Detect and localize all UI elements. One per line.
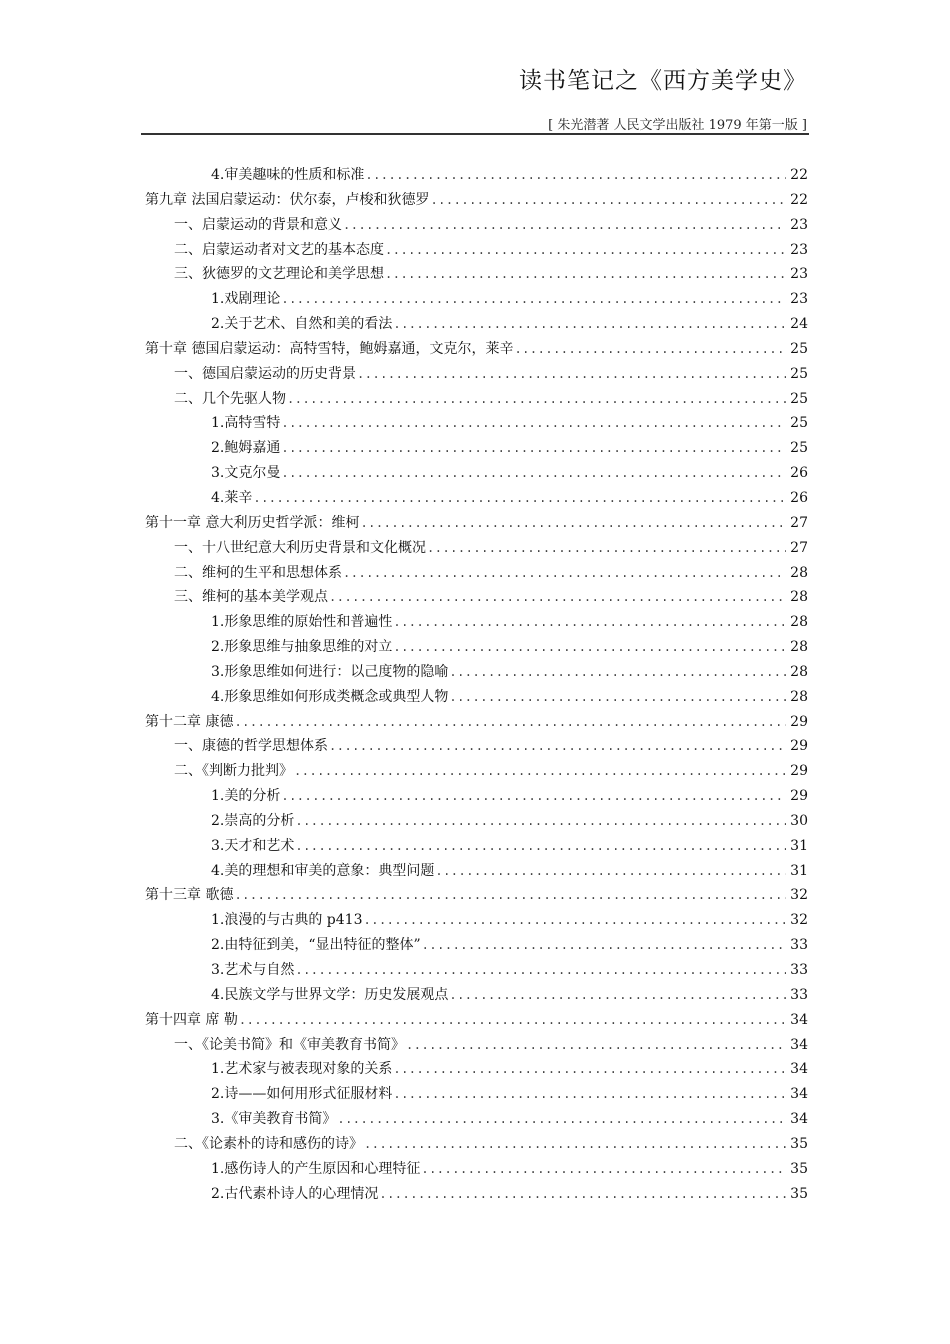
toc-subsection-entry [145, 908, 808, 933]
toc-page-number: 33 [790, 962, 808, 978]
toc-page-number: 34 [790, 1011, 808, 1028]
toc-entry-title: 1.高特雪特 [211, 415, 281, 432]
toc-page-number: 34 [790, 1086, 808, 1103]
toc-subsection-entry [145, 635, 808, 660]
toc-dot-leader [281, 784, 786, 809]
toc-chapter-entry [145, 1008, 808, 1033]
toc-dot-leader [281, 436, 786, 461]
toc-page-number: 34 [790, 1036, 808, 1053]
toc-entry-title: 1.感伤诗人的产生原因和心理特征 [211, 1160, 421, 1177]
toc-entry-title: 3.《审美教育书简》 [211, 1111, 337, 1128]
toc-chapter-entry [145, 710, 808, 735]
toc-dot-leader [422, 933, 786, 958]
toc-entry-title: 4.审美趣味的性质和标准 [211, 167, 365, 183]
toc-subsection-entry [145, 834, 808, 859]
toc-dot-leader [449, 660, 786, 685]
toc-page-number: 28 [790, 639, 808, 656]
toc-page-number: 29 [790, 788, 808, 805]
toc-section-entry [145, 213, 808, 238]
toc-entry-title: 2.由特征到美，“显出特征的整体” [211, 937, 421, 954]
toc-dot-leader [427, 536, 786, 561]
toc-entry-title: 第九章 法国启蒙运动：伏尔泰，卢梭和狄德罗 [145, 191, 430, 208]
toc-page-number: 22 [790, 191, 808, 208]
toc-entry-title: 三、狄德罗的文艺理论和美学思想 [174, 266, 384, 283]
toc-subsection-entry [145, 1057, 808, 1082]
toc-entry-title: 1.形象思维的原始性和普遍性 [211, 614, 393, 631]
toc-chapter-entry [145, 188, 808, 213]
toc-page-number: 23 [790, 266, 808, 283]
toc-section-entry [145, 1033, 808, 1058]
toc-entry-title: 二、《论素朴的诗和感伤的诗》 [174, 1135, 363, 1152]
toc-subsection-entry [145, 685, 808, 710]
toc-section-entry [145, 759, 808, 784]
toc-page-number: 25 [790, 415, 808, 432]
toc-dot-leader [393, 312, 786, 337]
toc-entry-title: 第十三章 歌德 [145, 887, 234, 904]
table-of-contents [145, 163, 808, 1206]
toc-page-number: 28 [790, 614, 808, 631]
toc-entry-title: 3.形象思维如何进行：以己度物的隐喻 [211, 663, 449, 680]
toc-subsection-entry [145, 983, 808, 1008]
toc-subsection-entry [145, 958, 808, 983]
toc-page-number: 25 [790, 440, 808, 457]
toc-entry-title: 2.诗——如何用形式征服材料 [211, 1086, 393, 1103]
toc-entry-title: 一、康德的哲学思想体系 [174, 738, 328, 755]
toc-dot-leader [281, 411, 786, 436]
toc-dot-leader [364, 1132, 786, 1157]
toc-dot-leader [393, 1082, 786, 1107]
toc-page-number: 28 [790, 589, 808, 606]
toc-dot-leader [421, 1157, 786, 1182]
header-rule [141, 133, 809, 135]
toc-dot-leader [449, 685, 786, 710]
toc-dot-leader [295, 834, 786, 859]
toc-entry-title: 4.形象思维如何形成类概念或典型人物 [211, 688, 449, 705]
toc-entry-title: 4.美的理想和审美的意象：典型问题 [211, 862, 435, 879]
toc-entry-title: 4.莱辛 [211, 489, 253, 506]
toc-section-entry [145, 734, 808, 759]
toc-dot-leader [343, 213, 786, 238]
toc-entry-title: 1.浪漫的与古典的 p413 [211, 912, 363, 929]
toc-page-number: 31 [790, 862, 808, 879]
toc-page-number: 32 [790, 887, 808, 904]
toc-subsection-entry [145, 312, 808, 337]
toc-subsection-entry [145, 610, 808, 635]
toc-dot-leader [287, 387, 786, 412]
document-subtitle: [ 朱光潜著 人民文学出版社 1979 年第一版 ] [548, 118, 807, 133]
toc-section-entry [145, 585, 808, 610]
toc-dot-leader [295, 809, 786, 834]
toc-entry-title: 第十一章 意大利历史哲学派：维柯 [145, 514, 360, 531]
toc-dot-leader [295, 958, 786, 983]
toc-dot-leader [239, 1008, 786, 1033]
toc-page-number: 35 [790, 1185, 808, 1202]
toc-entry-title: 1.戏剧理论 [211, 291, 281, 308]
toc-dot-leader [360, 511, 786, 536]
toc-entry-title: 1.美的分析 [211, 788, 281, 805]
toc-dot-leader [357, 362, 786, 387]
toc-dot-leader [365, 163, 786, 188]
toc-subsection-entry [145, 1107, 808, 1132]
toc-dot-leader [337, 1107, 786, 1132]
toc-entry-title: 一、启蒙运动的背景和意义 [174, 216, 342, 233]
toc-subsection-entry [145, 287, 808, 312]
toc-entry-title: 1.艺术家与被表现对象的关系 [211, 1061, 393, 1078]
toc-subsection-entry [145, 411, 808, 436]
toc-dot-leader [393, 610, 786, 635]
toc-page-number: 29 [790, 763, 808, 780]
toc-page-number: 22 [790, 167, 808, 183]
toc-entry-title: 一、德国启蒙运动的历史背景 [174, 365, 356, 382]
toc-subsection-entry [145, 486, 808, 511]
toc-page-number: 27 [790, 514, 808, 531]
toc-entry-title: 2.古代素朴诗人的心理情况 [211, 1185, 379, 1202]
toc-page-number: 29 [790, 713, 808, 730]
toc-entry-title: 2.形象思维与抽象思维的对立 [211, 639, 393, 656]
toc-dot-leader [234, 710, 786, 735]
toc-subsection-entry [145, 933, 808, 958]
toc-dot-leader [393, 635, 786, 660]
toc-entry-title: 二、《判断力批判》 [174, 763, 293, 780]
toc-page-number: 32 [790, 912, 808, 929]
toc-page-number: 23 [790, 291, 808, 308]
toc-dot-leader [329, 734, 786, 759]
toc-dot-leader [385, 238, 786, 263]
toc-entry-title: 2.鲍姆嘉通 [211, 440, 281, 457]
toc-dot-leader [514, 337, 786, 362]
toc-page-number: 35 [790, 1135, 808, 1152]
toc-dot-leader [329, 585, 786, 610]
toc-page-number: 26 [790, 489, 808, 506]
toc-page-number: 30 [790, 812, 808, 829]
toc-entry-title: 一、《论美书简》和《审美教育书简》 [174, 1036, 405, 1053]
toc-page-number: 31 [790, 837, 808, 854]
toc-page-number: 29 [790, 738, 808, 755]
toc-dot-leader [393, 1057, 786, 1082]
toc-section-entry [145, 362, 808, 387]
toc-subsection-entry [145, 1082, 808, 1107]
toc-page-number: 28 [790, 663, 808, 680]
toc-entry-title: 一、十八世纪意大利历史背景和文化概况 [174, 539, 426, 556]
toc-page-number: 25 [790, 390, 808, 407]
toc-page-number: 23 [790, 216, 808, 233]
document-title: 读书笔记之《西方美学史》 [519, 68, 807, 94]
toc-page-number: 35 [790, 1160, 808, 1177]
toc-section-entry [145, 387, 808, 412]
toc-subsection-entry [145, 436, 808, 461]
toc-subsection-entry [145, 1182, 808, 1207]
toc-dot-leader [281, 461, 786, 486]
toc-section-entry [145, 1132, 808, 1157]
toc-entry-title: 2.关于艺术、自然和美的看法 [211, 316, 393, 333]
toc-section-entry [145, 262, 808, 287]
toc-dot-leader [343, 561, 786, 586]
toc-dot-leader [234, 883, 786, 908]
toc-entry-title: 第十四章 席 勒 [145, 1011, 238, 1028]
toc-entry-title: 4.民族文学与世界文学：历史发展观点 [211, 986, 449, 1003]
toc-page-number: 33 [790, 986, 808, 1003]
toc-dot-leader [253, 486, 786, 511]
toc-dot-leader [294, 759, 786, 784]
toc-subsection-entry [145, 859, 808, 884]
toc-section-entry [145, 536, 808, 561]
toc-dot-leader [449, 983, 786, 1008]
toc-page-number: 26 [790, 465, 808, 482]
toc-entry-title: 二、维柯的生平和思想体系 [174, 564, 342, 581]
toc-entry-title: 2.崇高的分析 [211, 812, 295, 829]
toc-entry-title: 3.天才和艺术 [211, 837, 295, 854]
toc-page-number: 28 [790, 564, 808, 581]
toc-page-number: 23 [790, 241, 808, 258]
toc-entry-title: 三、维柯的基本美学观点 [174, 589, 328, 606]
toc-page-number: 24 [790, 316, 808, 333]
toc-entry-title: 3.艺术与自然 [211, 962, 295, 978]
toc-page-number: 33 [790, 937, 808, 954]
toc-dot-leader [379, 1182, 786, 1207]
toc-subsection-entry [145, 809, 808, 834]
toc-page-number: 27 [790, 539, 808, 556]
toc-dot-leader [430, 188, 786, 213]
toc-subsection-entry [145, 163, 808, 188]
toc-entry-title: 二、几个先驱人物 [174, 390, 286, 407]
toc-page-number: 34 [790, 1061, 808, 1078]
toc-entry-title: 3.文克尔曼 [211, 465, 281, 482]
toc-subsection-entry [145, 1157, 808, 1182]
toc-page-number: 25 [790, 340, 808, 357]
toc-dot-leader [406, 1033, 786, 1058]
toc-subsection-entry [145, 660, 808, 685]
toc-entry-title: 二、启蒙运动者对文艺的基本态度 [174, 241, 384, 258]
toc-chapter-entry [145, 511, 808, 536]
toc-dot-leader [281, 287, 786, 312]
toc-entry-title: 第十二章 康德 [145, 713, 234, 730]
toc-dot-leader [385, 262, 786, 287]
toc-page-number: 28 [790, 688, 808, 705]
toc-subsection-entry [145, 784, 808, 809]
toc-section-entry [145, 561, 808, 586]
toc-section-entry [145, 238, 808, 263]
toc-page-number: 34 [790, 1111, 808, 1128]
toc-dot-leader [364, 908, 787, 933]
toc-subsection-entry [145, 461, 808, 486]
toc-page-number: 25 [790, 365, 808, 382]
toc-entry-title: 第十章 德国启蒙运动：高特雪特，鲍姆嘉通，文克尔，莱辛 [145, 340, 514, 357]
toc-chapter-entry [145, 337, 808, 362]
toc-chapter-entry [145, 883, 808, 908]
toc-dot-leader [435, 859, 786, 884]
